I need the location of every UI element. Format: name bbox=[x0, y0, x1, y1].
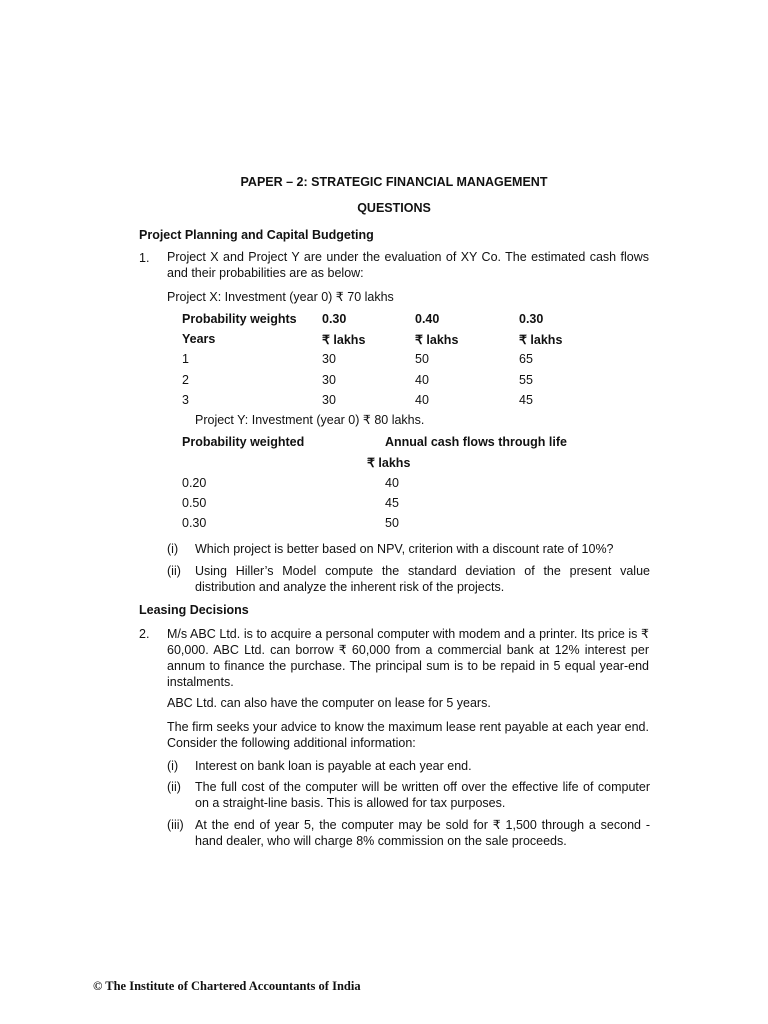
table-y-cell: 50 bbox=[385, 516, 399, 530]
item-label: (iii) bbox=[167, 818, 184, 832]
subquestion-label: (ii) bbox=[167, 564, 181, 578]
table-x-cell: 30 bbox=[322, 373, 336, 387]
page-subtitle: QUESTIONS bbox=[357, 201, 431, 215]
table-y-cell: 0.30 bbox=[182, 516, 207, 530]
question-2-paragraph: M/s ABC Ltd. is to acquire a personal computer with modem and a printer. Its price is ₹ 60,000. ABC Ltd. can borrow ₹ 60,000 from a commercial bank at 12% interest per annum to finance the purchase. The principal sum is to be repaid in 5 equal year-end instalments. bbox=[167, 627, 649, 689]
table-x-header-weight: 0.40 bbox=[415, 312, 440, 326]
page-title: PAPER – 2: STRATEGIC FINANCIAL MANAGEMENT bbox=[240, 175, 548, 189]
table-x-cell: 3 bbox=[182, 393, 189, 407]
table-x-years-label: Years bbox=[182, 332, 216, 346]
table-x-unit: ₹ lakhs bbox=[415, 333, 459, 347]
section-heading-leasing: Leasing Decisions bbox=[139, 603, 249, 617]
table-y-header-probability: Probability weighted bbox=[182, 435, 305, 449]
table-x-cell: 30 bbox=[322, 352, 336, 366]
table-y-cell: 45 bbox=[385, 496, 399, 510]
table-x-cell: 40 bbox=[415, 373, 429, 387]
footer-copyright: © The Institute of Chartered Accountants of India bbox=[93, 979, 361, 993]
question-number-1: 1. bbox=[139, 251, 150, 265]
subquestion-text: Which project is better based on NPV, criterion with a discount rate of 10%? bbox=[195, 542, 614, 556]
table-x-unit: ₹ lakhs bbox=[519, 333, 563, 347]
table-x-unit: ₹ lakhs bbox=[322, 333, 366, 347]
question-2-paragraph: ABC Ltd. can also have the computer on lease for 5 years. bbox=[167, 696, 491, 710]
project-y-label: Project Y: Investment (year 0) ₹ 80 lakhs. bbox=[195, 413, 425, 427]
table-x-cell: 30 bbox=[322, 393, 336, 407]
table-x-cell: 2 bbox=[182, 373, 189, 387]
section-heading-capital-budgeting: Project Planning and Capital Budgeting bbox=[139, 228, 374, 242]
table-x-header-label: Probability weights bbox=[182, 312, 297, 326]
subquestion-label: (i) bbox=[167, 542, 179, 556]
item-text: The full cost of the computer will be written off over the effective life of computer on a straight-line basis. This is allowed for tax purposes. bbox=[195, 780, 650, 810]
table-x-cell: 50 bbox=[415, 352, 429, 366]
table-x-cell: 40 bbox=[415, 393, 429, 407]
question-number-2: 2. bbox=[139, 627, 150, 641]
item-text: Interest on bank loan is payable at each year end. bbox=[195, 759, 472, 773]
table-x-cell: 55 bbox=[519, 373, 533, 387]
table-y-cell: 0.50 bbox=[182, 496, 207, 510]
table-x-cell: 1 bbox=[182, 352, 189, 366]
item-label: (i) bbox=[167, 759, 179, 773]
table-y-header-cashflows: Annual cash flows through life bbox=[385, 435, 567, 449]
item-text: At the end of year 5, the computer may be sold for ₹ 1,500 through a second -hand dealer, who will charge 8% commission on the sale proceeds. bbox=[195, 818, 650, 848]
subquestion-text: Using Hiller’s Model compute the standard deviation of the present value distribution and analyze the inherent risk of the projects. bbox=[195, 564, 650, 594]
table-y-cell: 40 bbox=[385, 476, 399, 490]
question-1-text: Project X and Project Y are under the evaluation of XY Co. The estimated cash flows and their probabilities are as below: bbox=[167, 250, 649, 280]
table-x-header-weight: 0.30 bbox=[519, 312, 544, 326]
project-x-label: Project X: Investment (year 0) ₹ 70 lakhs bbox=[167, 290, 394, 304]
table-x-cell: 65 bbox=[519, 352, 533, 366]
question-2-paragraph: The firm seeks your advice to know the maximum lease rent payable at each year end. Consider the following additional information: bbox=[167, 720, 649, 750]
item-label: (ii) bbox=[167, 780, 181, 794]
table-y-unit: ₹ lakhs bbox=[367, 456, 411, 470]
table-y-cell: 0.20 bbox=[182, 476, 207, 490]
table-x-header-weight: 0.30 bbox=[322, 312, 347, 326]
table-x-cell: 45 bbox=[519, 393, 533, 407]
